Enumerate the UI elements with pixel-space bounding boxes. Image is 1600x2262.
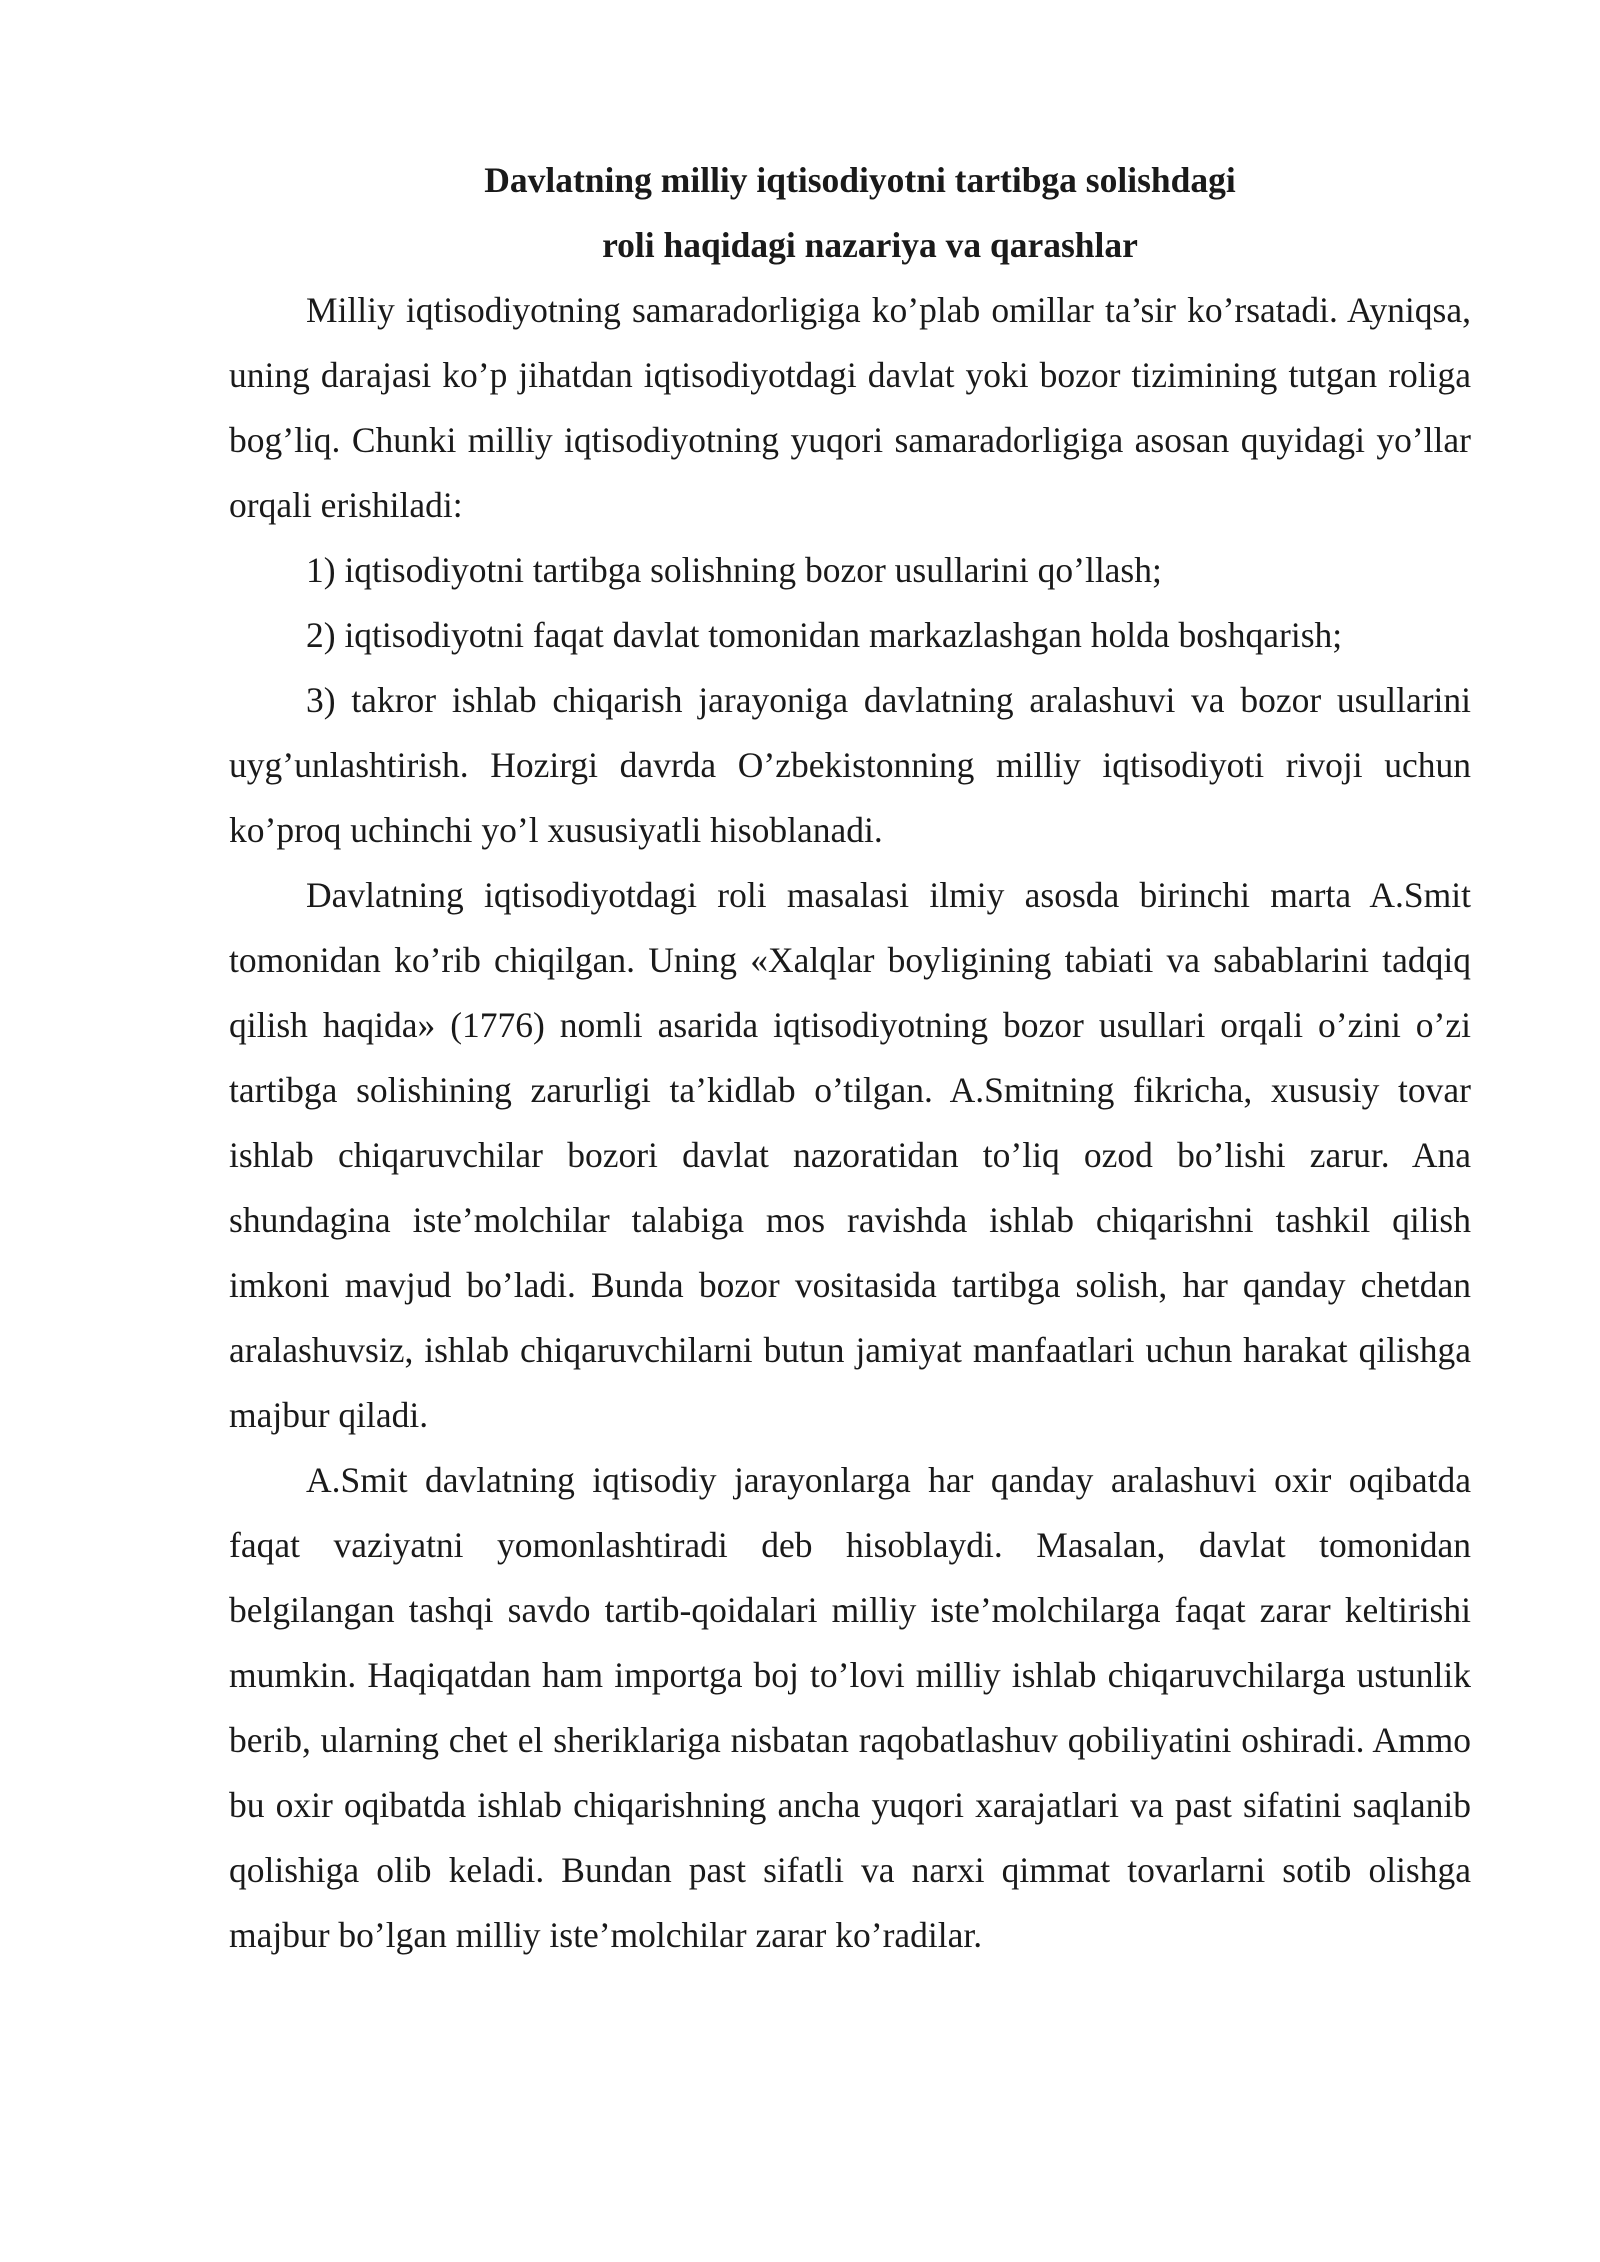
paragraph-smith-role: Davlatning iqtisodiyotdagi roli masalasi ilmiy asosda birinchi marta A.Smit tomonidan ko’rib chiqilgan. Uning «Xalqlar boyligining tabiati va sabablarini tadqiq qilish haqida» (1776) nomli asarida iqtisodiyotning bozor usullari orqali o’zini o’zi tartibga solishining zarurligi ta’kidlab o’tilgan. A.Smitning fikricha, xususiy tovar ishlab chiqaruvchilar bozori davlat nazoratidan to’liq ozod bo’lishi zarur. Ana shundagina iste’molchilar talabiga mos ravishda ishlab chiqarishni tashkil qilish imkoni mavjud bo’ladi. Bunda bozor vositasida tartibga solish, har qanday chetdan aralashuvsiz, ishlab chiqaruvchilarni butun jamiyat manfaatlari uchun harakat qilishga majbur qiladi. (229, 875, 1471, 1435)
title-line-1: Davlatning milliy iqtisodiyotni tartibga solishdagi (484, 160, 1236, 200)
paragraph-intro: Milliy iqtisodiyotning samaradorligiga ko’plab omillar ta’sir ko’rsatadi. Ayniqsa, uning darajasi ko’p jihatdan iqtisodiyotdagi davlat yoki bozor tizimining tutgan roliga bog’liq. Chunki milliy iqtisodiyotning yuqori samaradorligiga asosan quyidagi yo’llar orqali erishiladi: (229, 290, 1471, 525)
paragraph-smith-intervention: A.Smit davlatning iqtisodiy jarayonlarga har qanday aralashuvi oxir oqibatda faqat vaziyatni yomonlashtiradi deb hisoblaydi. Masalan, davlat tomonidan belgilangan tashqi savdo tartib-qoidalari milliy iste’molchilarga faqat zarar keltirishi mumkin. Haqiqatdan ham importga boj to’lovi milliy ishlab chiqaruvchilarga ustunlik berib, ularning chet el sheriklariga nisbatan raqobatlashuv qobiliyatini oshiradi. Ammo bu oxir oqibatda ishlab chiqarishning ancha yuqori xarajatlari va past sifatini saqlanib qolishiga olib keladi. Bundan past sifatli va narxi qimmat tovarlarni sotib olishga majbur bo’lgan milliy iste’molchilar zarar ko’radilar. (229, 1460, 1471, 1955)
document-title (229, 148, 1471, 278)
title-line-2: roli haqidagi nazariya va qarashlar (602, 225, 1138, 265)
list-item-2: 2) iqtisodiyotni faqat davlat tomonidan markazlashgan holda boshqarish; (306, 615, 1343, 655)
list-item-3: 3) takror ishlab chiqarish jarayoniga davlatning aralashuvi va bozor usullarini uyg’unlashtirish. Hozirgi davrda O’zbekistonning milliy iqtisodiyoti rivoji uchun ko’proq uchinchi yo’l xususiyatli hisoblanadi. (229, 680, 1471, 850)
document-body (229, 148, 1471, 1968)
list-item-1: 1) iqtisodiyotni tartibga solishning bozor usullarini qo’llash; (306, 550, 1162, 590)
